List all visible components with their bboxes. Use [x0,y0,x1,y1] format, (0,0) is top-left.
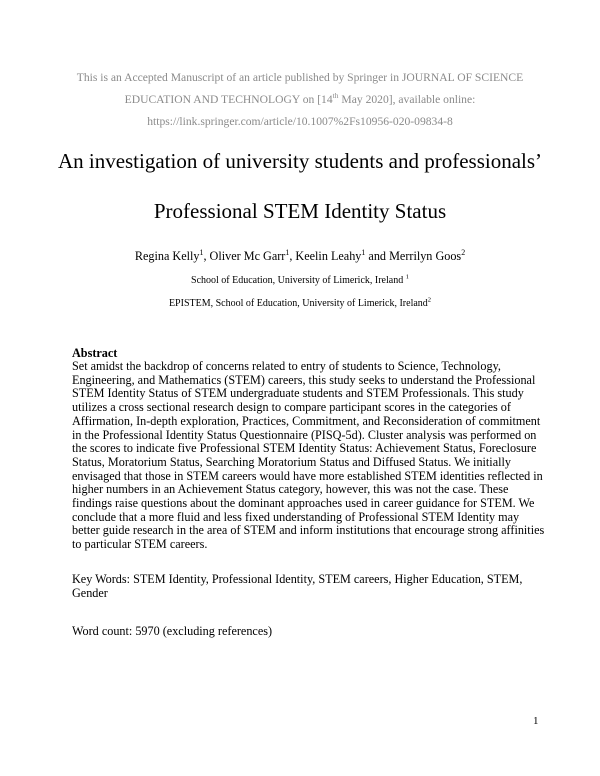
affiliation-text: EPISTEM, School of Education, University of Limerick, Ireland [168,298,428,309]
affiliation [0,275,600,286]
abstract-heading: Abstract [72,346,118,360]
word-count: Word count: 5970 (excluding references) [72,624,273,638]
author: Keelin Leahy [295,249,362,263]
separator: and [365,249,390,263]
abstract-line: utilizes a cross sectional research design to compare participant scores in the categories of [72,400,511,415]
page-number: 1 [533,715,539,727]
abstract-line: higher numbers in an Achievement Status category, however, this was not the case. These [72,482,509,497]
abstract-line: envisaged that those in STEM careers would have more established STEM identities reflected in [72,468,543,483]
author: Merrilyn Goos [389,249,462,263]
notice-text: EDUCATION AND TECHNOLOGY on [14 [124,93,333,106]
abstract-line: the scores to indicate five Professional STEM Identity Status: Achievement Status, Foreclosure [72,441,537,456]
notice-line: This is an Accepted Manuscript of an article published by Springer in JOURNAL OF SCIENCE [76,71,524,84]
author-list [0,249,600,264]
paper-title [0,136,600,236]
notice-text: May 2020], available online: [338,93,476,106]
affiliation-mark: 2 [427,296,432,304]
title-line-2: Professional STEM Identity Status [153,199,447,223]
affiliation-mark: 1 [199,247,204,257]
affiliation-mark: 2 [461,247,466,257]
separator: , [203,249,210,263]
abstract-line: better guide research in the area of STEM and inform institutions that encourage strong affinities [72,523,545,538]
notice-line [0,89,600,111]
affiliation-mark: 1 [285,247,290,257]
abstract-line: Affirmation, In-depth exploration, Practices, Commitment, and Reconsideration of commitment [72,413,541,428]
abstract-line: Set amidst the backdrop of concerns related to entry of students to Science, Technology, [72,359,501,373]
abstract-line: in the Professional Identity Status Questionnaire (PISQ-5d). Cluster analysis was performed on [72,427,537,442]
keywords-line: Key Words: STEM Identity, Professional Identity, STEM careers, Higher Education, STEM, [72,572,523,586]
author: Regina Kelly [134,249,200,263]
abstract-line: Status, Moratorium Status, Searching Moratorium Status and Diffused Status. We initially [72,454,511,469]
abstract-line: findings raise questions about the dominant approaches used in career guidance for STEM. We [72,496,535,511]
affiliation-mark: 1 [361,247,366,257]
article-link[interactable]: https://link.springer.com/article/10.1007%2Fs10956-020-09834-8 [147,115,453,128]
abstract-line: conclude that a more fluid and less fixed understanding of Professional STEM Identity may [72,509,520,524]
affiliation-text: School of Education, University of Limerick, Ireland [191,275,406,286]
publication-notice [0,67,600,133]
keywords [72,573,542,600]
affiliation [0,298,600,309]
ordinal-suffix: th [332,91,339,101]
affiliation-mark: 1 [405,273,409,281]
abstract-line: STEM Identity Status of STEM undergraduate students and STEM Professionals. This study [72,386,524,401]
abstract-body [72,359,545,552]
keywords-line: Gender [72,585,108,600]
separator: , [289,249,296,263]
title-line-1: An investigation of university students and professionals’ [57,149,543,173]
author: Oliver Mc Garr [209,249,286,263]
abstract-line: Engineering, and Mathematics (STEM) careers, this study seeks to understand the Professional [72,372,536,387]
abstract-line: to particular STEM careers. [72,537,208,552]
